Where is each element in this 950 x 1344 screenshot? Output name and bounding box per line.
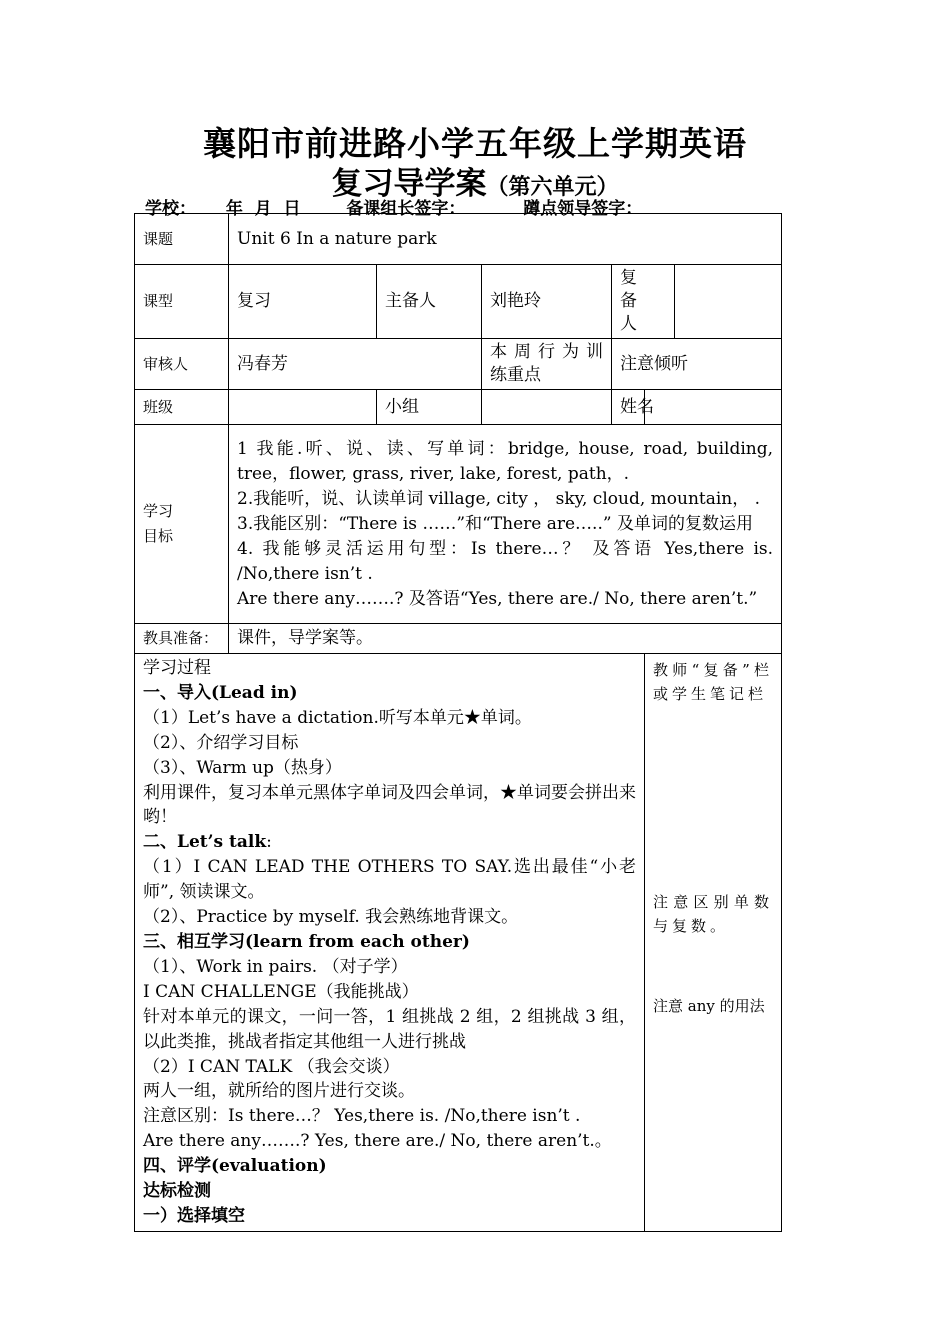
group-value xyxy=(482,390,612,425)
process-row xyxy=(135,654,782,1232)
topic-value: Unit 6 In a nature park xyxy=(229,214,782,265)
goal-item-2: 2.我能听，说、认读单词 village, city ， sky, cloud, mountain， . xyxy=(237,488,761,509)
subtitle-main: 复习导学案 xyxy=(331,166,487,202)
note-singular-plural: 注意区别单数与复数。 xyxy=(653,893,774,935)
section-1-title: 一、导入(Lead in) xyxy=(143,682,298,703)
reviewer-row xyxy=(135,339,782,390)
section-1-line-1: （1）Let’s have a dictation.听写本单元★单词。 xyxy=(143,707,532,728)
page-title: 襄阳市前进路小学五年级上学期英语 xyxy=(203,124,747,163)
topic-row xyxy=(135,214,782,265)
section-3-line-5: 两人一组，就所给的图片进行交谈。 xyxy=(143,1081,415,1102)
section-2-colon: : xyxy=(266,832,272,853)
weekly-focus-label: 本 周 行 为 训 练重点 xyxy=(482,339,612,390)
section-4-subtitle: 达标检测 xyxy=(143,1181,211,1202)
section-3-title: 三、相互学习(learn from each other) xyxy=(143,931,470,952)
section-3-line-2: I CAN CHALLENGE（我能挑战） xyxy=(143,981,419,1002)
goal-item-5: Are there any…….? 及答语“Yes, there are./ No, there aren’t.” xyxy=(237,588,758,609)
section-1-line-2: （2）、介绍学习目标 xyxy=(143,732,299,753)
goal-item-4: 4. 我能够灵活运用句型：Is there…？ 及答语 Yes,there is. /No,there isn’t . xyxy=(237,538,774,584)
goals-content xyxy=(229,425,782,624)
group-label: 小组 xyxy=(377,390,482,425)
goals-label xyxy=(135,425,229,624)
type-value: 复习 xyxy=(229,265,377,339)
section-3-line-3: 针对本单元的课文，一问一答，1 组挑战 2 组，2 组挑战 3 组，以此类推，挑战者指定其他组一人进行挑战 xyxy=(143,1006,636,1052)
reviewer-label: 审核人 xyxy=(135,339,229,390)
section-1-line-4: 利用课件，复习本单元黑体字单词及四会单词，★单词要会拼出来哟！ xyxy=(143,782,636,828)
section-2-title-wrap xyxy=(143,830,636,855)
topic-label: 课题 xyxy=(135,214,229,265)
lesson-plan-table xyxy=(134,213,782,1232)
school-label: 学校： xyxy=(145,199,196,219)
section-2-title: 二、Let’s talk xyxy=(143,832,267,853)
process-cell xyxy=(135,654,645,1232)
section-4-subtitle-2: 一）选择填空 xyxy=(143,1205,245,1226)
process-heading: 学习过程 xyxy=(143,658,211,678)
main-prep-label: 主备人 xyxy=(377,265,482,339)
tools-value: 课件，导学案等。 xyxy=(229,624,782,654)
reviewer-value: 冯春芳 xyxy=(229,339,482,390)
type-row xyxy=(135,265,782,339)
leader-sign-label: 备课组长签字： xyxy=(346,199,466,219)
re-prep-value xyxy=(675,265,782,339)
section-2-line-2: （2）、Practice by myself. 我会熟练地背课文。 xyxy=(143,907,519,928)
class-label: 班级 xyxy=(135,390,229,425)
weekly-focus-value: 注意倾听 xyxy=(612,339,782,390)
goals-label-line1: 学习 xyxy=(143,502,174,520)
date-label: 年 月 日 xyxy=(225,199,301,219)
section-4-title: 四、评学(evaluation) xyxy=(143,1156,327,1177)
section-3-line-6: 注意区别：Is there…？ Yes,there is. /No,there isn’t . xyxy=(143,1106,581,1127)
visitor-sign-label: 蹲点领导签字： xyxy=(523,199,643,219)
section-1-line-3: （3）、Warm up（热身） xyxy=(143,757,342,778)
tools-label: 教具准备： xyxy=(135,624,229,654)
goals-row xyxy=(135,425,782,624)
name-value xyxy=(645,390,782,425)
type-label: 课型 xyxy=(135,265,229,339)
main-prep-value: 刘艳玲 xyxy=(482,265,612,339)
note-any-usage: 注意 any 的用法 xyxy=(653,997,765,1015)
goals-label-line2: 目标 xyxy=(143,527,174,545)
subtitle-unit: （第六单元） xyxy=(486,175,619,200)
notes-column xyxy=(645,654,782,1232)
section-3-line-7: Are there any…….? Yes, there are./ No, there aren’t.。 xyxy=(143,1131,612,1152)
section-2-line-1: （1）I CAN LEAD THE OTHERS TO SAY.选出最佳“小老师”, 领读课文。 xyxy=(143,857,636,903)
goal-item-1: 1 我能.听、说、读、写单词：bridge, house, road, building, tree，flower, grass, river, lake, forest, path，. xyxy=(237,438,774,484)
class-value xyxy=(229,390,377,425)
section-3-line-4: （2）I CAN TALK （我会交谈） xyxy=(143,1056,400,1077)
notes-heading: 教师“复备”栏或学生笔记栏 xyxy=(653,661,774,703)
section-3-line-1: （1）、Work in pairs. （对子学） xyxy=(143,956,408,977)
goal-item-3: 3.我能区别：“There is ……”和“There are…..” 及单词的复数运用 xyxy=(237,513,753,534)
class-row xyxy=(135,390,782,425)
name-label: 姓名 xyxy=(612,390,645,425)
re-prep-label: 复 备 人 xyxy=(612,265,675,339)
tools-row xyxy=(135,624,782,654)
